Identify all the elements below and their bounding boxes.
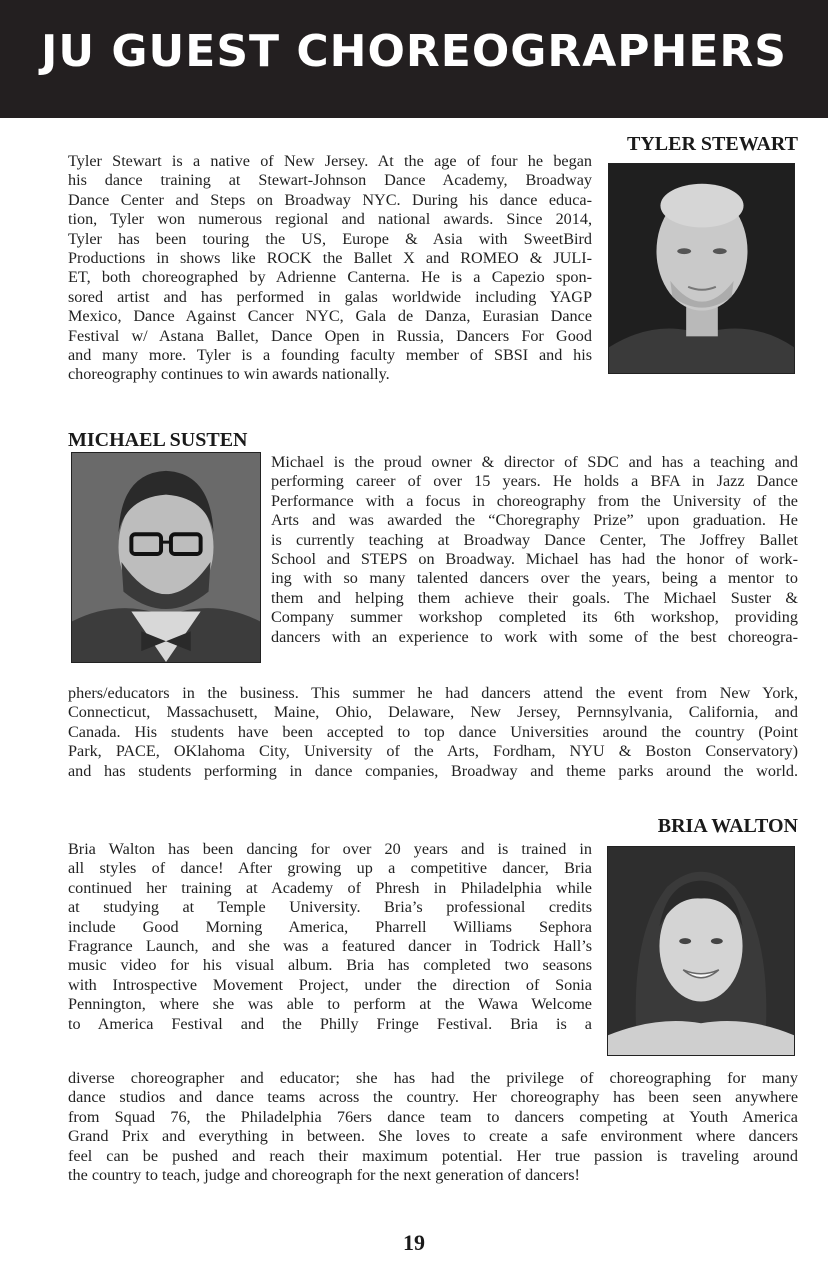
bio-line: Company summer workshop completed its 6th workshop, providing	[271, 608, 798, 627]
bio-line: Mexico, Dance Against Cancer NYC, Gala de Danza, Eurasian Dance	[68, 307, 592, 326]
bio-line: Park, PACE, OKlahoma City, University of the Arts, Fordham, NYU & Boston Conservatory)	[68, 742, 798, 761]
page-number: 19	[403, 1230, 425, 1255]
bio-line: Connecticut, Massachusett, Maine, Ohio, Delaware, New Jersey, Pernnsylvania, California, and	[68, 703, 798, 722]
tyler-stewart-bio	[68, 152, 592, 385]
bio-line: phers/educators in the business. This summer he had dancers attend the event from New York,	[68, 684, 798, 702]
bio-line: sored artist and has performed in galas worldwide including YAGP	[68, 287, 592, 306]
bria-walton-portrait	[607, 846, 795, 1056]
bio-line: and has students performing in dance companies, Broadway and theme parks around the world.	[68, 761, 798, 780]
bio-line: with Introspective Movement Project, under the direction of Sonia	[68, 975, 592, 994]
bio-line: Grand Prix and everything in between. She loves to create a safe environment where dancers	[68, 1127, 798, 1146]
bio-line: include Good Morning America, Pharrell Williams Sephora	[68, 917, 592, 936]
michael-susten-name: MICHAEL SUSTEN	[68, 429, 248, 451]
bio-line: them and helping them achieve their goals. The Michael Suster &	[271, 588, 798, 607]
bio-line: tion, Tyler won numerous regional and national awards. Since 2014,	[68, 210, 592, 229]
bio-line: the country to teach, judge and choreograph for the next generation of dancers!	[68, 1166, 580, 1185]
page-title: JU GUEST CHOREOGRAPHERS	[41, 26, 787, 77]
michael-susten-portrait	[71, 452, 261, 663]
bio-line: all styles of dance! After growing up a competitive dancer, Bria	[68, 859, 592, 878]
michael-susten-bio	[271, 453, 798, 647]
bio-line: Festival w/ Astana Ballet, Dance Open in Russia, Dancers For Good	[68, 326, 592, 345]
bio-line: Tyler has been touring the US, Europe & Asia with SweetBird	[68, 229, 592, 248]
bio-line: is currently teaching at Broadway Dance Center, The Joffrey Ballet	[271, 530, 798, 549]
bio-line: to America Festival and the Philly Fringe Festival. Bria is a	[68, 1014, 592, 1033]
bio-line: music video for his visual album. Bria has completed two seasons	[68, 956, 592, 975]
bio-line: Productions in shows like ROCK the Ballet X and ROMEO & JULI-	[68, 249, 592, 268]
page-header	[0, 0, 828, 118]
bio-line: and many more. Tyler is a founding faculty member of SBSI and his	[68, 346, 592, 365]
michael-susten-bio-continued	[68, 684, 798, 781]
bio-line: Bria Walton has been dancing for over 20 years and is trained in	[68, 840, 592, 858]
bio-line: from Squad 76, the Philadelphia 76ers dance team to dancers competing at Youth America	[68, 1107, 798, 1126]
bio-line: Performance with a focus in choreography from the University of the	[271, 491, 798, 510]
bio-line: diverse choreographer and educator; she has had the privilege of choreographing for many	[68, 1069, 798, 1087]
bio-line: Michael is the proud owner & director of SDC and has a teaching and	[271, 453, 798, 471]
bria-walton-bio	[68, 840, 592, 1034]
bio-line: Canada. His students have been accepted to top dance Universities around the country (Point	[68, 722, 798, 741]
bio-line: feel can be pushed and reach their maximum potential. Her true passion is traveling around	[68, 1146, 798, 1165]
bria-walton-name: BRIA WALTON	[657, 815, 798, 837]
bio-line: Dance Center and Steps on Broadway NYC. During his dance educa-	[68, 190, 592, 209]
bio-line: Fragrance Launch, and she was a featured dancer in Todrick Hall’s	[68, 937, 592, 956]
bio-line: choreography continues to win awards nationally.	[68, 365, 390, 384]
bio-line: Arts and was awarded the “Choregraphy Prize” upon graduation. He	[271, 511, 798, 530]
tyler-stewart-portrait	[608, 163, 795, 374]
bio-line: continued her training at Academy of Phresh in Philadelphia while	[68, 878, 592, 897]
bio-line: Tyler Stewart is a native of New Jersey. At the age of four he began	[68, 152, 592, 170]
bio-line: ing with so many talented dancers over the years, being a mentor to	[271, 569, 798, 588]
tyler-stewart-name: TYLER STEWART	[626, 133, 798, 155]
bio-line: Pennington, where she was able to perform at the Wawa Welcome	[68, 995, 592, 1014]
bria-walton-bio-continued	[68, 1069, 798, 1185]
bio-line: dancers with an experience to work with some of the best choreogra-	[271, 627, 798, 646]
bio-line: his dance training at Stewart-Johnson Dance Academy, Broadway	[68, 171, 592, 190]
bio-line: dance studios and dance teams across the country. Her choreography has been seen anywhere	[68, 1088, 798, 1107]
bio-line: performing career of over 15 years. He holds a BFA in Jazz Dance	[271, 472, 798, 491]
bio-line: ET, both choreographed by Adrienne Canterna. He is a Capezio spon-	[68, 268, 592, 287]
bio-line: at studying at Temple University. Bria’s professional credits	[68, 898, 592, 917]
bio-line: School and STEPS on Broadway. Michael has had the honor of work-	[271, 550, 798, 569]
